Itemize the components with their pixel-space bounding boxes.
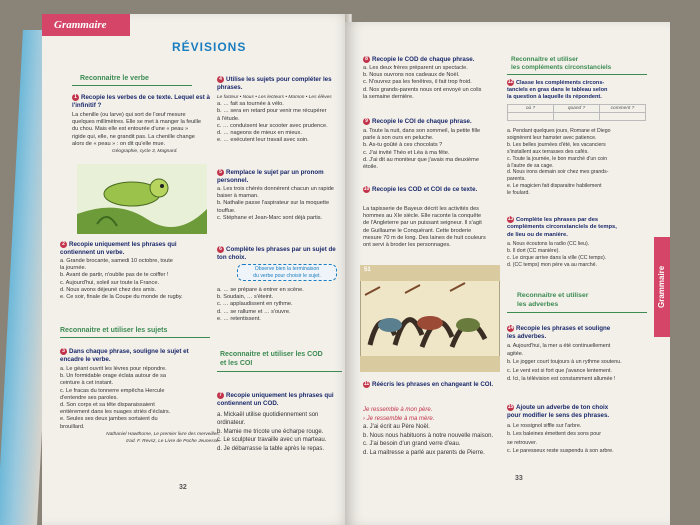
exercise-9-text: a. Toute la nuit, dans son sommeil, la petite fille parle à son ours en peluche. b. As-tu goûté à ces chocolats ? c. J'ai invité Théo et Léa à ma fête. d. J'ai dit au moniteur que j'avais ma deuxième étoile. xyxy=(363,128,481,171)
side-tab-grammaire: Grammaire xyxy=(654,237,670,337)
exercise-5-text: a. Les trois chérés donnèrent chacun un rapide baiser à maman. b. Nathalie passe l'aspirateur sur la moquette touffue. c. Stéphane et Jean-Marc sont déjà partis. xyxy=(217,186,334,221)
section-rule xyxy=(60,337,210,338)
section-title-cod-coi: Reconnaitre et utiliser les COD et les COI xyxy=(220,351,323,367)
left-page xyxy=(42,14,352,525)
exercise-4-text: Le facteur • Nous • Les lecteurs • Mamon • Les élèves a. … fait sa tournée à vélo. b. … sera en retard pour venir me récupérer à l'étude. c. … conduisent leur scooter avec prudence. d. … nageons de mieux en mieux. e. … exécutent leur travail avec soin. xyxy=(217,95,332,144)
exercise-14-text: a. Aujourd'hui, la mer a été continuellement agitée. b. Le jogger court toujours à un rythme soutenu. c. Le vent est si fort que j'avance lentement. d. Ici, la télévision est constamment allumée ! xyxy=(507,343,622,382)
section-title-subjects: Reconnaitre et utiliser les sujets xyxy=(60,327,168,334)
exercise-12-text: a. Pendant quelques jours, Romane et Diego soignèrent leur hamster avec patience. b. Les belles journées d'été, les vacanciers s'installent aux terrasses des cafés. c. Toute la journée, le bon marché d'un coin à l'autre de sa cage. d. Nous irons demain soir chez mes grands- parents. e. Le magicien fait disparaitre habilement le foulard. xyxy=(507,128,611,197)
exercise-6-instruction: 6 Complète les phrases par un sujet de ton choix. xyxy=(217,246,336,261)
exercise-4-instruction: 4 Utilise les sujets pour compléter les phrases. xyxy=(217,76,332,91)
exercise-10-text: La tapisserie de Bayeux décrit les activités des hommes au XIe siècle. Elle raconte la conquête de l'Angleterre par un puissant seigneur. Il s'agit de Guillaume le Conquérant. Cette broderie mesure 70 m de long. Des laines de huit couleurs ont servi à broder les personnages. xyxy=(363,206,486,249)
classification-table: où ? quand ? comment ? xyxy=(507,104,646,121)
tip-callout: Observe bien la terminaison du verbe pour choisir le sujet. xyxy=(237,264,337,281)
exercise-8-text: a. Les deux frères préparent un spectacle. b. Nous ouvrons nos cadeaux de Noël. c. N'ouvrez pas les fenêtres, il fait trop froid. d. Nos grands-parents nous ont envoyé un colis la semaine dernière. xyxy=(363,65,482,100)
exercise-7-text: a. Mickaël utilise quotidiennement son ordinateur. b. Mamie me tricote une écharpe rouge. c. Le sculpteur travaille avec un marteau. d. Je débarrasse la table après le repas. xyxy=(217,412,327,452)
exercise-3-instruction: 3 Dans chaque phrase, souligne le sujet et encadre le verbe. xyxy=(60,348,189,363)
exercise-6-text: a. … se prépare à entrer en scène. b. Soudain, … s'éteint. c. … applaudissent en rythme. d. … se rallume et … s'ouvre. e. … retentissent. xyxy=(217,287,304,322)
exercise-1-instruction: 1 Recopie les verbes de ce texte. Lequel est à l'infinitif ? xyxy=(72,94,210,109)
exercise-15-instruction: 15 Ajoute un adverbe de ton choix pour modifier le sens des phrases. xyxy=(507,404,610,419)
exercise-11-instruction: 11 Réécris les phrases en changeant le COI. xyxy=(363,381,494,389)
exercise-1-text: La chenille (ou larve) qui sort de l'œuf mesure quelques millimètres. Elle se met à manger la feuille du chou. Mais elle est entourée d'une « peau » rigide qui, elle, ne grandit pas. La chenille change alors de « peau » : on dit qu'elle mue. Géographie, cycle 3, Magnard. xyxy=(72,112,202,155)
page-number-left: 32 xyxy=(179,484,187,491)
exercise-14-instruction: 14 Recopie les phrases et souligne les adverbes. xyxy=(507,325,611,340)
exercise-12-instruction: 12 Classe les compléments circons- tanciels en gras dans le tableau selon la question à laquelle ils répondent. xyxy=(507,79,608,100)
section-rule xyxy=(507,312,647,313)
section-rule xyxy=(72,85,192,86)
exercise-2-text: a. Grande brocante, samedi 10 octobre, toute la journée. b. Avant de partir, n'oublie pas de te coiffer ! c. Aujourd'hui, soleil sur toute la France. d. Nous avons déjeuné chez des amis. e. Ce soir, finale de la Coupe du monde de rugby. xyxy=(60,258,183,301)
right-page xyxy=(345,22,670,525)
page-title: RÉVISIONS xyxy=(172,40,247,54)
section-title-circumstantial: Reconnaitre et utiliser les compléments circonstanciels xyxy=(511,56,612,71)
exercise-number: 1 xyxy=(72,94,79,101)
section-title-adverbs: Reconnaitre et utiliser les adverbes xyxy=(517,292,589,308)
bayeux-tapestry-image xyxy=(360,265,500,372)
image-number: 51 xyxy=(364,267,371,273)
exercise-5-instruction: 5 Remplace le sujet par un pronom personnel. xyxy=(217,169,324,184)
section-rule xyxy=(507,74,647,75)
exercise-11-text: Je ressemble à mon père. › Je ressemble à ma mère. a. J'ai écrit au Père Noël. b. Nous nous habituons à notre nouvelle maison. c. J'ai besoin d'un grand verre d'eau. d. La maitresse a parlé aux parents de Pierre. xyxy=(363,407,494,456)
exercise-7-instruction: 7 Recopie uniquement les phrases qui contiennent un COD. xyxy=(217,392,334,407)
section-rule xyxy=(217,371,342,372)
section-title-verb: Reconnaitre le verbe xyxy=(80,75,149,82)
exercise-10-instruction: 10 Recopie les COD et COI de ce texte. xyxy=(363,186,478,194)
exercise-13-text: a. Nous écoutons la radio (CC lieu). b. Il dort (CC manière). c. Le cirque arrive dans la ville (CC temps). d. (CC temps) mon père va au marché. xyxy=(507,241,607,268)
exercise-13-instruction: 13 Complète les phrases par des compléments circonstanciels de temps, de lieu ou de manière. xyxy=(507,216,617,238)
caterpillar-illustration xyxy=(77,164,207,234)
exercise-15-text: a. Le rossignol siffle sur l'arbre. b. Les baleines émettent des sons pour se retrouver. c. Le paresseux reste suspendu à son arbre. xyxy=(507,423,614,455)
exercise-8-instruction: 8 Recopie le COD de chaque phrase. xyxy=(363,56,498,64)
exercise-2-instruction: 2 Recopie uniquement les phrases qui contiennent un verbe. xyxy=(60,241,177,256)
grammar-header-label: Grammaire xyxy=(42,14,130,36)
page-number-right: 33 xyxy=(515,475,523,482)
exercise-9-instruction: 9 Recopie le COI de chaque phrase. xyxy=(363,118,498,126)
exercise-3-text: a. Le géant ouvrit les lèvres pour répondre. b. Un formidable orage éclata autour de sa ceinture à cet instant. c. Le fracas du tonnerre empêcha Hercule d'entendre ses paroles. d. Son corps et sa tête disparaissaient entièrement dans les nuages striés d'éclairs. e. Seules ses deux jambes sortaient du brouillard. Nathaniel Hawthorne, Le premier livre des merveilles, trad. F. Revsz, Le Livre de Poche Jeunesse. xyxy=(60,366,220,445)
